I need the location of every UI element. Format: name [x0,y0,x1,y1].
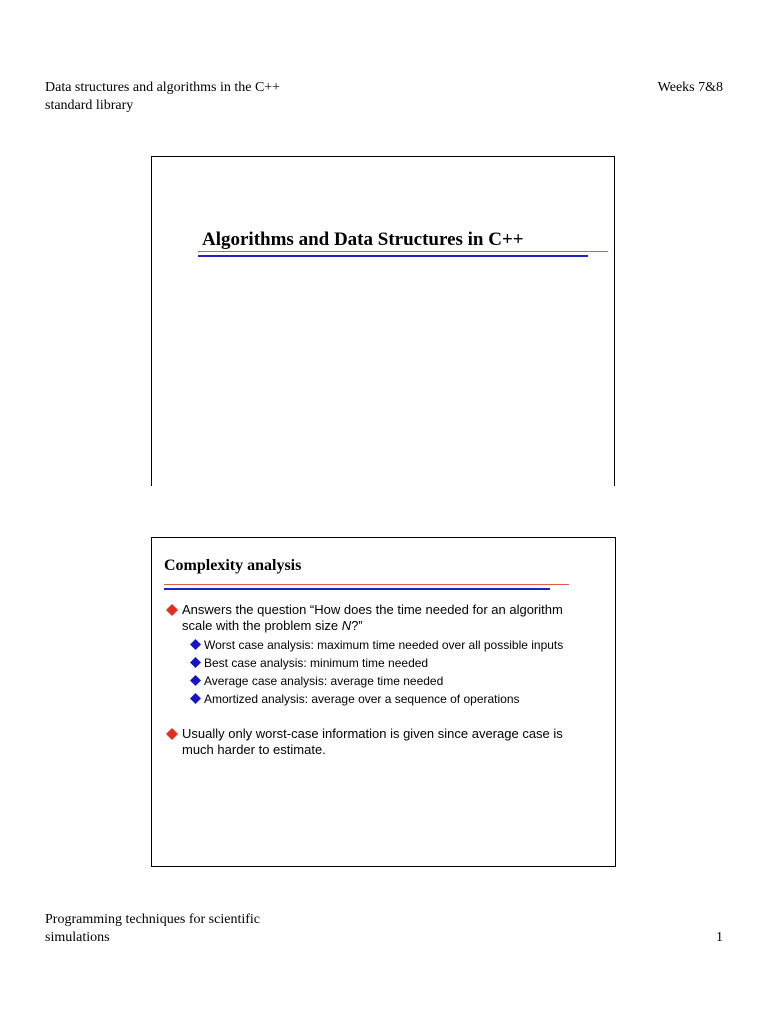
header-title-line2: standard library [45,98,134,113]
list-item [166,602,606,634]
bullet-text-line: Usually only worst-case information is given since average case is [182,726,563,741]
title-rule-blue [198,255,588,257]
diamond-bullet-icon [190,675,201,686]
diamond-bullet-icon [166,728,178,740]
slide1-title: Algorithms and Data Structures in C++ [202,229,524,250]
bullet-text-line [182,618,606,634]
slide-title-frame [151,156,615,486]
page-number: 1 [716,930,723,945]
diamond-bullet-icon [190,693,201,704]
sub-bullet-text: Average case analysis: average time needed [204,674,444,688]
text-segment: scale with the problem size [182,618,342,633]
document-footer-left [45,911,260,947]
title-rule-red [198,251,608,252]
italic-variable: N [341,618,352,633]
document-header-left [45,79,280,115]
bullet-list [166,602,606,760]
slide-complexity-analysis [151,537,616,867]
bullet-text-line: Answers the question “How does the time needed for an algorithm [182,602,563,617]
diamond-bullet-icon [190,639,201,650]
slide2-title: Complexity analysis [164,557,302,574]
list-item [190,690,606,708]
diamond-bullet-icon [190,657,201,668]
sub-bullet-text: Worst case analysis: maximum time needed over all possible inputs [204,638,564,652]
list-item [190,672,606,690]
list-item [166,726,606,758]
text-segment: ?” [351,618,363,633]
bullet-text-line: much harder to estimate. [182,742,326,757]
footer-course-line2: simulations [45,930,110,945]
title-rule-blue [164,588,550,590]
list-item [190,636,606,654]
footer-course-line1: Programming techniques for scientific [45,912,260,927]
title-rule-red [164,584,569,585]
sub-bullet-text: Amortized analysis: average over a sequence of operations [204,692,520,706]
sub-bullet-text: Best case analysis: minimum time needed [204,656,429,670]
sub-bullet-list [190,636,606,708]
header-title-line1: Data structures and algorithms in the C++ [45,80,281,95]
list-item [190,654,606,672]
header-weeks: Weeks 7&8 [657,80,723,95]
diamond-bullet-icon [166,604,178,616]
